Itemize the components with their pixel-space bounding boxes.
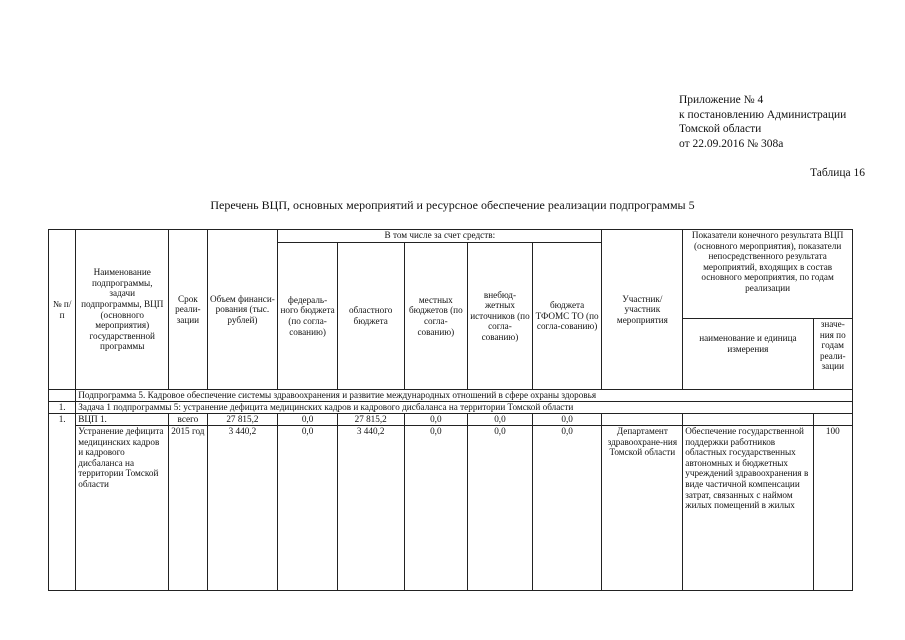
empty-cell <box>813 414 852 426</box>
vcp-offbudget-2015: 0,0 <box>468 426 533 591</box>
table-row <box>49 414 853 426</box>
header-tfoms: бюджета ТФОМС ТО (по согла-сованию) <box>532 243 602 390</box>
table-number: Таблица 16 <box>810 167 865 179</box>
vcp-tfoms-total: 0,0 <box>532 414 602 426</box>
vcp-indicator-name: Обеспечение государственной поддержки работников областных государственных автономных и бюджетных учреждений здравоохранения в виде частичной компенсации затрат, связанных с наймом жилых помещений в жилых <box>683 426 813 591</box>
vcp-tfoms-2015: 0,0 <box>532 426 602 591</box>
header-federal: федераль-ного бюджета (по согла-сованию) <box>278 243 338 390</box>
vcp-full-name: Устранение дефицита медицинских кадров и кадрового дисбаланса на территории Томской области <box>76 426 169 591</box>
annex-line: к постановлению Администрации <box>679 108 847 121</box>
annex-line: Приложение № 4 <box>679 94 764 106</box>
empty-cell <box>683 414 813 426</box>
header-funding-group: В том числе за счет средств: <box>278 230 602 243</box>
header-local: местных бюджетов (по согла-сованию) <box>404 243 468 390</box>
empty-cell <box>602 414 683 426</box>
header-participant: Участник/ участник мероприятия <box>602 230 683 390</box>
vcp-volume-total: 27 815,2 <box>207 414 278 426</box>
resource-table <box>48 229 853 591</box>
header-name: Наименование подпрограммы, задачи подпрограммы, ВЦП (основного мероприятия) государственной программы <box>76 230 169 390</box>
header-term: Срок реали-зации <box>169 230 207 390</box>
vcp-num: 1. <box>49 414 76 591</box>
vcp-regional-2015: 3 440,2 <box>337 426 404 591</box>
task-title: Задача 1 подпрограммы 5: устранение дефицита медицинских кадров и кадрового дисбаланса на территории Томской области <box>76 402 853 414</box>
document-title: Перечень ВЦП, основных мероприятий и ресурсное обеспечение реализации подпрограммы 5 <box>210 198 695 212</box>
annex-block <box>679 93 846 151</box>
vcp-local-total: 0,0 <box>404 414 468 426</box>
task-num: 1. <box>49 402 76 414</box>
annex-line: Томской области <box>679 123 762 135</box>
vcp-regional-total: 27 815,2 <box>337 414 404 426</box>
header-indicator-value: значе-ния по годам реали-зации <box>813 319 852 390</box>
table-row <box>49 426 853 591</box>
header-num: № п/п <box>49 230 76 390</box>
header-row-1 <box>49 230 853 243</box>
vcp-volume-2015: 3 440,2 <box>207 426 278 591</box>
empty-cell <box>49 390 76 402</box>
subprogram-row <box>49 390 853 402</box>
vcp-offbudget-total: 0,0 <box>468 414 533 426</box>
vcp-indicator-value: 100 <box>813 426 852 591</box>
header-indicator-name: наименование и единица измерения <box>683 319 813 390</box>
vcp-federal-total: 0,0 <box>278 414 338 426</box>
header-indicators-group: Показатели конечного результата ВЦП (основного мероприятия), показатели непосредственного результата мероприятий, входящих в состав основного мероприятия, по годам реализации <box>683 230 853 319</box>
header-regional: областного бюджета <box>337 243 404 390</box>
vcp-name: ВЦП 1. <box>76 414 169 426</box>
subprogram-title: Подпрограмма 5. Кадровое обеспечение системы здравоохранения и развитие международных отношений в сфере охраны здоровья <box>76 390 853 402</box>
header-offbudget: внебюд-жетных источников (по согла-сованию) <box>468 243 533 390</box>
vcp-federal-2015: 0,0 <box>278 426 338 591</box>
vcp-term-2015: 2015 год <box>169 426 207 591</box>
vcp-term-total: всего <box>169 414 207 426</box>
annex-line: от 22.09.2016 № 308а <box>679 137 784 150</box>
task-row <box>49 402 853 414</box>
header-volume: Объем финанси-рования (тыс. рублей) <box>207 230 278 390</box>
vcp-local-2015: 0,0 <box>404 426 468 591</box>
vcp-participant: Департамент здравоохране-ния Томской области <box>602 426 683 591</box>
